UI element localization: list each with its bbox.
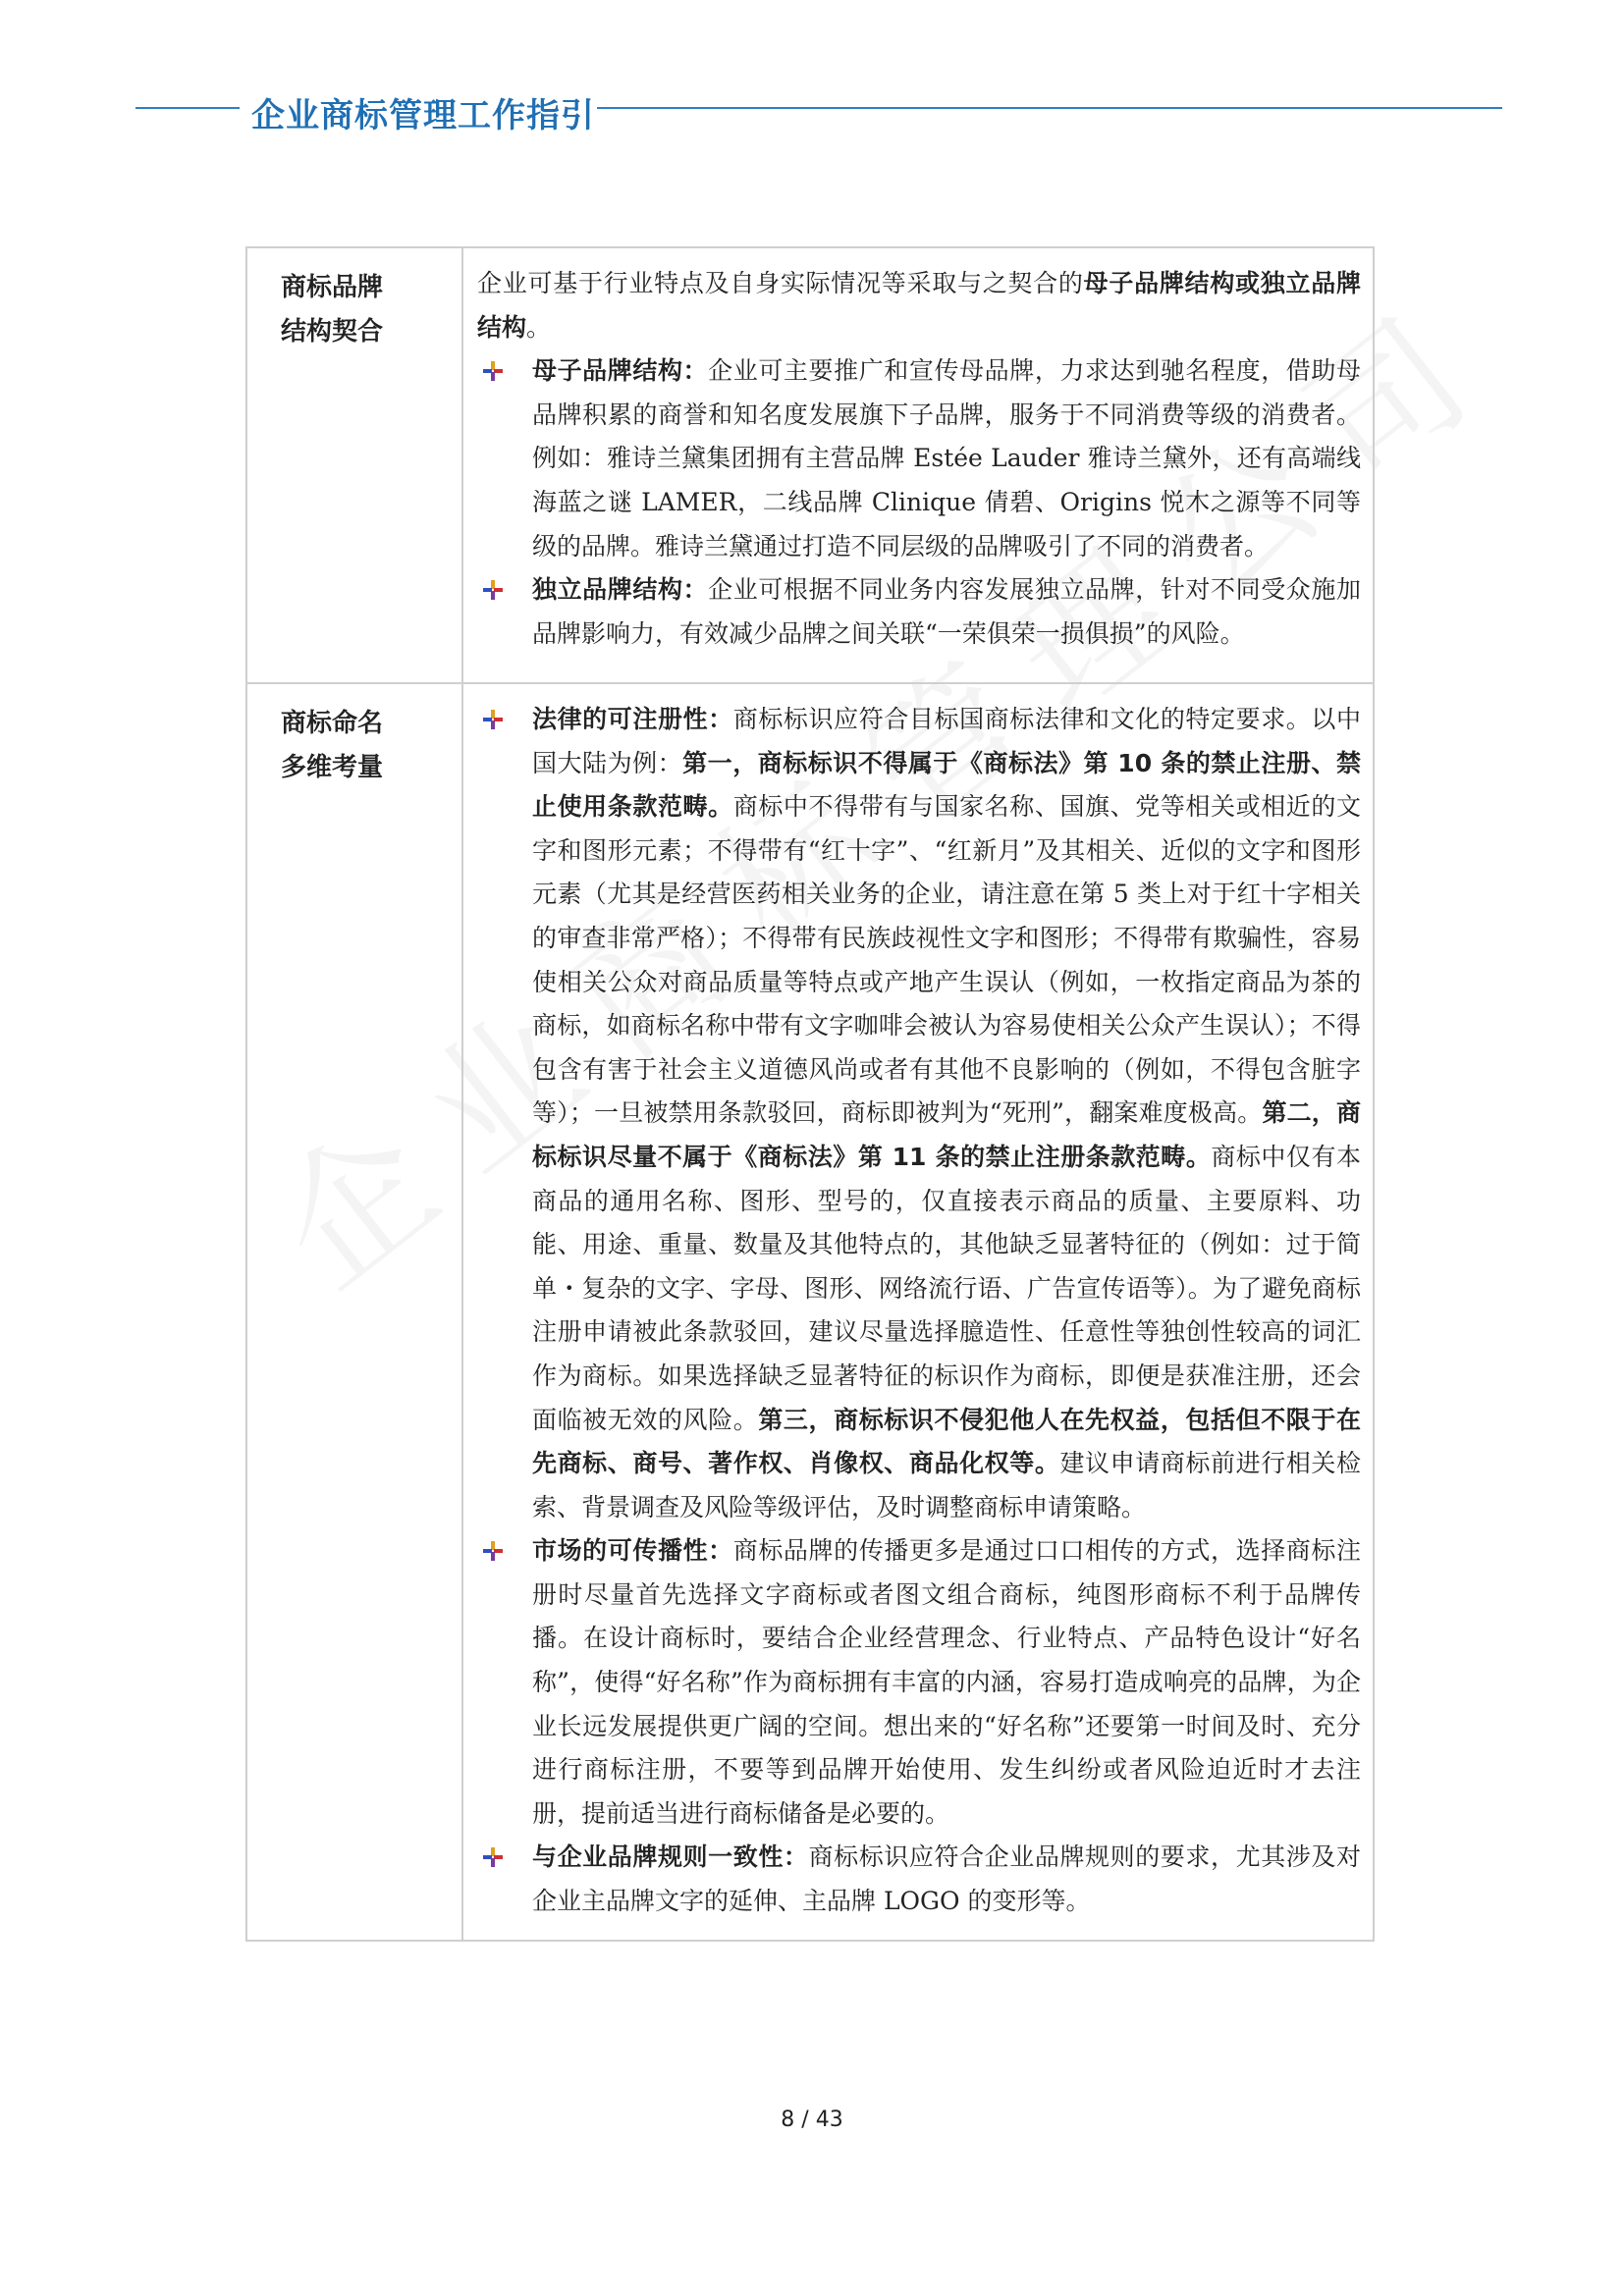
intro-bold-text: 母子品牌结构或独立品牌结构 [477, 269, 1361, 342]
page-header [135, 86, 1502, 135]
intro-paragraph [477, 262, 1361, 349]
item-text: 商标中不得带有与国家名称、国旗、党等相关或相近的文字和图形元素；不得带有“红十字”、“红新月”及其相关、近似的文字和图形元素（尤其是经营医药相关业务的企业，请注意在第 5 类上对于红十字相关的审查非常严格）；不得带有民族歧视性文字和图形；不得带有欺骗性，容易使相关公众对商品质量等特点或产地产生误认（例如，一枚指定商品为茶的商标，如商标名称中带有文字咖啡会被认为容易使相关公众产生误认）；不得包含有害于社会主义道德风尚或者有其他不良影响的（例如，不得包含脏字等）；一旦被禁用条款驳回，商标即被判为“死刑”，翻案难度极高。 [532, 792, 1361, 1128]
item-title: 独立品牌结构： [532, 575, 709, 605]
item-text: 商标品牌的传播更多是通过口口相传的方式，选择商标注册时尽量首先选择文字商标或者图文组合商标，纯图形商标不利于品牌传播。在设计商标时，要结合企业经营理念、行业特点、产品特色设计“好名称”，使得“好名称”作为商标拥有丰富的内涵，容易打造成响亮的品牌，为企业长远发展提供更广阔的空间。想出来的“好名称”还要第一时间及时、充分进行商标注册，不要等到品牌开始使用、发生纠纷或者风险迫近时才去注册，提前适当进行商标储备是必要的。 [532, 1536, 1361, 1828]
item-title: 母子品牌结构： [532, 356, 709, 386]
row-heading [246, 683, 462, 1941]
item-text: 建议申请商标前进行相关检索、背景调查及风险等级评估，及时调整商标申请策略。 [532, 1449, 1361, 1522]
item-text: 企业可主要推广和宣传母品牌，力求达到驰名程度，借助母品牌积累的商誉和知名度发展旗下子品牌，服务于不同消费等级的消费者。例如：雅诗兰黛集团拥有主营品牌 Estée Lauder 雅诗兰黛外，还有高端线海蓝之谜 LAMER，二线品牌 Clinique 倩碧、Origins 悦木之源等不同等级的品牌。雅诗兰黛通过打造不同层级的品牌吸引了不同的消费者。 [532, 356, 1361, 561]
item-title: 市场的可传播性： [532, 1536, 733, 1566]
row-heading-line: 多维考量 [281, 753, 384, 782]
table-row [246, 683, 1374, 1941]
table-row [246, 247, 1374, 683]
item-bold-text: 第二，商标标识尽量不属于《商标法》第 11 条的禁止注册条款范畴。 [532, 1098, 1361, 1171]
item-title: 法律的可注册性： [532, 705, 733, 733]
header-rule-right [597, 107, 1502, 109]
item-text: 企业可根据不同业务内容发展独立品牌，针对不同受众施加品牌影响力，有效减少品牌之间关联“一荣俱荣一损俱损”的风险。 [532, 575, 1361, 648]
row-heading-line: 商标品牌 [281, 273, 384, 302]
header-rule-left [135, 107, 240, 109]
content-table [245, 246, 1375, 1942]
colored-cross-bullet-icon [483, 710, 503, 729]
intro-end: 。 [526, 312, 552, 342]
colored-cross-bullet-icon [483, 361, 503, 381]
row-body [462, 683, 1374, 1941]
item-text: 商标中仅有本商品的通用名称、图形、型号的，仅直接表示商品的质量、主要原料、功能、用途、重量、数量及其他特点的，其他缺乏显著特征的（例如：过于简单・复杂的文字、字母、图形、网络流行语、广告宣传语等）。为了避免商标注册申请被此条款驳回，建议尽量选择臆造性、任意性等独创性较高的词汇作为商标。如果选择缺乏显著特征的标识作为商标，即便是获准注册，还会面临被无效的风险。 [532, 1142, 1361, 1434]
header-title: 企业商标管理工作指引 [251, 96, 595, 135]
page-separator: / [801, 2108, 809, 2132]
page-number [0, 2108, 1624, 2132]
list-item [477, 698, 1361, 1529]
intro-text: 企业可基于行业特点及自身实际情况等采取与之契合的 [477, 269, 1084, 297]
current-page: 8 [781, 2108, 795, 2132]
item-text: 商标标识应符合目标国商标法律和文化的特定要求。以中国大陆为例： [532, 705, 1361, 777]
total-pages: 43 [815, 2108, 843, 2132]
colored-cross-bullet-icon [483, 580, 503, 600]
colored-cross-bullet-icon [483, 1847, 503, 1867]
row-heading [246, 247, 462, 683]
row-heading-line: 商标命名 [281, 709, 384, 738]
list-item [477, 349, 1361, 568]
item-text: 商标标识应符合企业品牌规则的要求，尤其涉及对企业主品牌文字的延伸、主品牌 LOGO 的变形等。 [532, 1842, 1361, 1916]
item-title: 与企业品牌规则一致性： [532, 1842, 809, 1872]
list-item [477, 568, 1361, 656]
row-heading-line: 结构契合 [281, 317, 384, 347]
colored-cross-bullet-icon [483, 1541, 503, 1561]
list-item [477, 1836, 1361, 1923]
row-body [462, 247, 1374, 683]
item-bold-text: 第一，商标标识不得属于《商标法》第 10 条的禁止注册、禁止使用条款范畴。 [532, 748, 1361, 822]
list-item [477, 1529, 1361, 1836]
item-bold-text: 第三，商标标识不侵犯他人在先权益，包括但不限于在先商标、商号、著作权、肖像权、商品化权等。 [532, 1405, 1361, 1478]
